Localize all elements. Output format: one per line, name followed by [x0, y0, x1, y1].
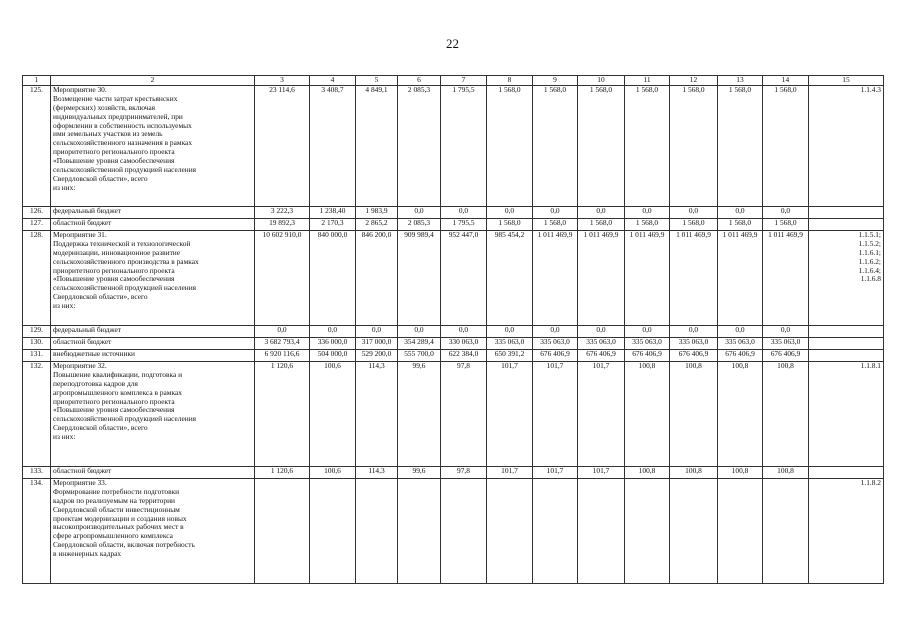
header-cell: 7 [441, 76, 487, 86]
value-cell: 676 406,9 [533, 350, 578, 362]
table-row [23, 479, 884, 584]
value-cell: 3 222,3 [255, 207, 310, 219]
row-description: федеральный бюджет [51, 326, 255, 338]
value-cell: 100,8 [670, 467, 718, 479]
value-cell: 1 568,0 [763, 219, 809, 231]
row-description: областной бюджет [51, 219, 255, 231]
target-code: 1.1.8.1 [809, 362, 884, 467]
value-cell: 335 063,0 [625, 338, 670, 350]
value-cell: 1 120,6 [255, 362, 310, 467]
value-cell: 100,8 [763, 467, 809, 479]
row-number: 127. [23, 219, 51, 231]
value-cell [763, 479, 809, 584]
value-cell: 1 011 469,9 [763, 231, 809, 326]
value-cell: 100,8 [763, 362, 809, 467]
value-cell: 354 289,4 [398, 338, 441, 350]
value-cell: 330 063,0 [441, 338, 487, 350]
value-cell: 4 849,1 [356, 86, 398, 207]
value-cell: 952 447,0 [441, 231, 487, 326]
value-cell: 1 011 469,9 [670, 231, 718, 326]
value-cell [398, 479, 441, 584]
value-cell [487, 479, 533, 584]
value-cell: 335 063,0 [670, 338, 718, 350]
value-cell: 100,8 [670, 362, 718, 467]
value-cell: 1 568,0 [578, 86, 625, 207]
target-code [809, 467, 884, 479]
target-code [809, 207, 884, 219]
value-cell: 0,0 [670, 207, 718, 219]
value-cell: 1 568,0 [670, 219, 718, 231]
target-code [809, 338, 884, 350]
value-cell: 676 406,9 [763, 350, 809, 362]
value-cell: 676 406,9 [670, 350, 718, 362]
value-cell: 0,0 [441, 207, 487, 219]
value-cell: 317 000,0 [356, 338, 398, 350]
header-cell: 11 [625, 76, 670, 86]
value-cell [356, 479, 398, 584]
row-number: 128. [23, 231, 51, 326]
value-cell [441, 479, 487, 584]
value-cell: 1 011 469,9 [625, 231, 670, 326]
value-cell: 1 795,5 [441, 219, 487, 231]
table-row [23, 467, 884, 479]
header-cell: 13 [718, 76, 763, 86]
target-code [809, 219, 884, 231]
row-number: 132. [23, 362, 51, 467]
row-number: 125. [23, 86, 51, 207]
value-cell: 0,0 [718, 326, 763, 338]
value-cell: 1 568,0 [670, 86, 718, 207]
value-cell: 100,8 [718, 362, 763, 467]
value-cell: 100,8 [625, 467, 670, 479]
table-row [23, 338, 884, 350]
value-cell [578, 479, 625, 584]
value-cell: 2 865,2 [356, 219, 398, 231]
value-cell: 335 063,0 [763, 338, 809, 350]
value-cell [533, 479, 578, 584]
value-cell: 2 085,3 [398, 86, 441, 207]
value-cell: 622 384,0 [441, 350, 487, 362]
value-cell: 676 406,9 [625, 350, 670, 362]
row-number: 130. [23, 338, 51, 350]
value-cell: 0,0 [625, 326, 670, 338]
value-cell: 1 568,0 [487, 86, 533, 207]
value-cell: 0,0 [398, 207, 441, 219]
row-description: федеральный бюджет [51, 207, 255, 219]
header-cell: 15 [809, 76, 884, 86]
target-code [809, 350, 884, 362]
value-cell: 335 063,0 [718, 338, 763, 350]
value-cell: 336 000,0 [310, 338, 356, 350]
header-cell: 2 [51, 76, 255, 86]
value-cell: 1 568,0 [763, 86, 809, 207]
row-number: 129. [23, 326, 51, 338]
value-cell: 335 063,0 [533, 338, 578, 350]
row-description: Мероприятие 31. Поддержка технической и технологической модернизации, инновационное развитие сельскохозяйственного производства в рамках приоритетного регионального проекта «Повышение уровня самообеспечения сельскохозяйственной продукцией населения Свердловской области», всего из них: [51, 231, 255, 326]
row-description: Мероприятие 32. Повышение квалификации, подготовка и переподготовка кадров для агропромышленного комплекса в рамках приоритетного регионального проекта «Повышение уровня самообеспечения сельскохозяйственной продукцией населения Свердловской области», всего из них: [51, 362, 255, 467]
table-row [23, 362, 884, 467]
value-cell: 101,7 [578, 467, 625, 479]
header-cell: 12 [670, 76, 718, 86]
header-cell: 4 [310, 76, 356, 86]
value-cell: 0,0 [310, 326, 356, 338]
header-cell: 6 [398, 76, 441, 86]
value-cell: 3 682 793,4 [255, 338, 310, 350]
target-code: 1.1.8.2 [809, 479, 884, 584]
value-cell: 114,3 [356, 467, 398, 479]
value-cell: 0,0 [718, 207, 763, 219]
column-number-row [23, 76, 884, 86]
value-cell [310, 479, 356, 584]
value-cell: 1 568,0 [625, 219, 670, 231]
value-cell: 1 568,0 [718, 219, 763, 231]
value-cell: 0,0 [533, 207, 578, 219]
row-description: областной бюджет [51, 467, 255, 479]
value-cell: 0,0 [763, 207, 809, 219]
table-row [23, 326, 884, 338]
value-cell: 840 000,0 [310, 231, 356, 326]
value-cell: 1 011 469,9 [533, 231, 578, 326]
table-row [23, 350, 884, 362]
value-cell: 1 568,0 [625, 86, 670, 207]
page-number: 22 [446, 36, 459, 51]
target-code [809, 326, 884, 338]
row-number: 133. [23, 467, 51, 479]
value-cell: 0,0 [441, 326, 487, 338]
value-cell: 504 000,0 [310, 350, 356, 362]
value-cell: 335 063,0 [578, 338, 625, 350]
header-cell: 10 [578, 76, 625, 86]
row-description: областной бюджет [51, 338, 255, 350]
header-cell: 5 [356, 76, 398, 86]
header-cell: 1 [23, 76, 51, 86]
value-cell: 1 011 469,9 [718, 231, 763, 326]
header-cell: 8 [487, 76, 533, 86]
row-number: 131. [23, 350, 51, 362]
value-cell: 100,6 [310, 362, 356, 467]
value-cell: 10 602 910,0 [255, 231, 310, 326]
value-cell: 650 391,2 [487, 350, 533, 362]
value-cell [255, 479, 310, 584]
table-row [23, 219, 884, 231]
row-number: 126. [23, 207, 51, 219]
value-cell: 676 406,9 [578, 350, 625, 362]
table-row [23, 207, 884, 219]
value-cell: 101,7 [578, 362, 625, 467]
value-cell: 0,0 [487, 207, 533, 219]
table-row [23, 231, 884, 326]
value-cell: 0,0 [670, 326, 718, 338]
row-description: внебюджетные источники [51, 350, 255, 362]
value-cell: 1 983,9 [356, 207, 398, 219]
header-cell: 14 [763, 76, 809, 86]
value-cell: 101,7 [533, 362, 578, 467]
header-cell: 9 [533, 76, 578, 86]
value-cell: 101,7 [487, 467, 533, 479]
value-cell: 19 892,3 [255, 219, 310, 231]
value-cell: 0,0 [578, 207, 625, 219]
value-cell: 23 114,6 [255, 86, 310, 207]
value-cell: 0,0 [763, 326, 809, 338]
value-cell: 100,8 [625, 362, 670, 467]
value-cell: 1 568,0 [718, 86, 763, 207]
value-cell: 100,6 [310, 467, 356, 479]
row-description: Мероприятие 30. Возмещение части затрат крестьянских (фермерских) хозяйств, включая индивидуальных предпринимателей, при оформлении в собственность используемых ими земельных участков из земель сельскохозяйственного назначения в рамках приоритетного регионального проекта «Повышение уровня самообеспечения сельскохозяйственной продукцией населения Свердловской области», всего из них: [51, 86, 255, 207]
value-cell: 6 920 116,6 [255, 350, 310, 362]
value-cell: 0,0 [625, 207, 670, 219]
value-cell: 2 170,3 [310, 219, 356, 231]
value-cell: 1 568,0 [533, 219, 578, 231]
value-cell: 1 011 469,9 [578, 231, 625, 326]
value-cell: 676 406,9 [718, 350, 763, 362]
row-description: Мероприятие 33. Формирование потребности подготовки кадров по реализуемым на территории Свердловской области инвестиционным проектам модернизации и создания новых высокопроизводительных рабочих мест в сфере агропромышленного комплекса Свердловской области, включая потребность в инженерных кадрах [51, 479, 255, 584]
value-cell: 97,8 [441, 467, 487, 479]
value-cell: 114,3 [356, 362, 398, 467]
value-cell: 1 568,0 [533, 86, 578, 207]
value-cell: 1 568,0 [578, 219, 625, 231]
value-cell: 0,0 [533, 326, 578, 338]
value-cell: 101,7 [487, 362, 533, 467]
budget-table [22, 75, 884, 584]
value-cell: 2 085,3 [398, 219, 441, 231]
value-cell: 0,0 [356, 326, 398, 338]
value-cell: 100,8 [718, 467, 763, 479]
value-cell: 335 063,0 [487, 338, 533, 350]
value-cell [670, 479, 718, 584]
value-cell: 0,0 [487, 326, 533, 338]
value-cell: 99,6 [398, 362, 441, 467]
value-cell: 555 700,0 [398, 350, 441, 362]
value-cell [625, 479, 670, 584]
value-cell: 3 408,7 [310, 86, 356, 207]
value-cell: 909 989,4 [398, 231, 441, 326]
header-cell: 3 [255, 76, 310, 86]
value-cell [718, 479, 763, 584]
value-cell: 99,6 [398, 467, 441, 479]
value-cell: 529 200,0 [356, 350, 398, 362]
target-code: 1.1.4.3 [809, 86, 884, 207]
value-cell: 1 568,0 [487, 219, 533, 231]
value-cell: 97,8 [441, 362, 487, 467]
value-cell: 1 120,6 [255, 467, 310, 479]
row-number: 134. [23, 479, 51, 584]
value-cell: 0,0 [255, 326, 310, 338]
value-cell: 1 795,5 [441, 86, 487, 207]
table-row [23, 86, 884, 207]
value-cell: 101,7 [533, 467, 578, 479]
value-cell: 1 238,40 [310, 207, 356, 219]
value-cell: 985 454,2 [487, 231, 533, 326]
value-cell: 846 200,0 [356, 231, 398, 326]
value-cell: 0,0 [398, 326, 441, 338]
target-code: 1.1.5.1; 1.1.5.2; 1.1.6.1; 1.1.6.2; 1.1.6.4; 1.1.6.8 [809, 231, 884, 326]
value-cell: 0,0 [578, 326, 625, 338]
